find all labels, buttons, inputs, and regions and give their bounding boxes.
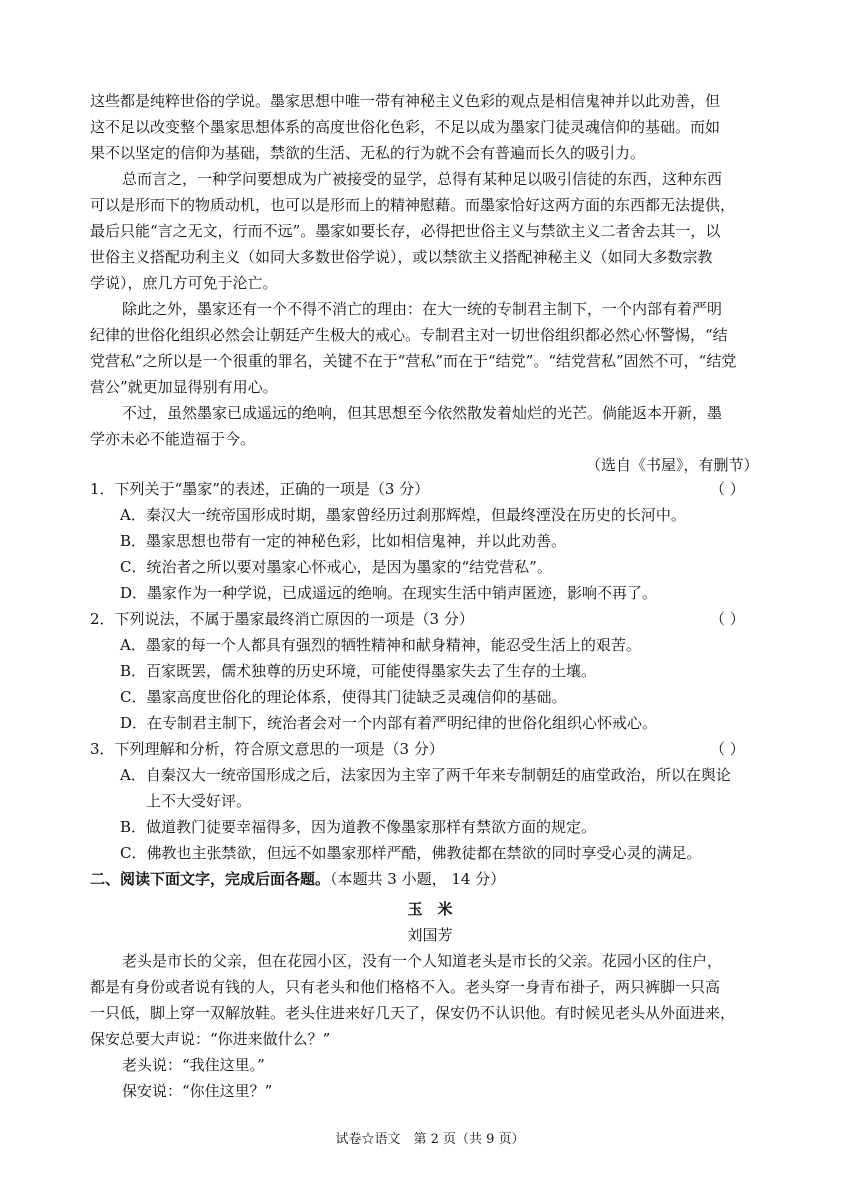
question-stem: 3．下列理解和分析，符合原文意思的一项是（3 分） [90, 740, 444, 758]
passage-line: 世俗主义搭配功利主义（如同大多数世俗学说），或以禁欲主义搭配神秘主义（如同大多数宗教 [90, 248, 713, 266]
answer-bracket: （ ） [710, 740, 745, 758]
story-author: 刘国芳 [407, 926, 453, 944]
question-option: A．墨家的每一个人都具有强烈的牺牲精神和献身精神，能忍受生活上的艰苦。 [120, 636, 641, 654]
passage-line: 最后只能“言之无文，行而不远”。墨家如要长存，必得把世俗主义与禁欲主义二者舍去其一，以 [90, 222, 721, 240]
passage-line: 这不足以改变整个墨家思想体系的高度世俗化色彩，不足以成为墨家门徒灵魂信仰的基础。而如 [90, 118, 721, 136]
story-line: 老头说：“我住这里。” [122, 1056, 265, 1074]
passage-line: 纪律的世俗化组织必然会让朝廷产生极大的戒心。专制君主对一切世俗组织都必然心怀警惕，“结 [90, 326, 728, 344]
story-line: 都是有身份或者说有钱的人，只有老头和他们格格不入。老头穿一身青布褂子，两只裤脚一只高 [90, 978, 721, 996]
passage-line: 党营私”之所以是一个很重的罪名，关键不在于“营私”而在于“结党”。“结党营私”固然不可，“结党 [90, 352, 737, 370]
question-option: D．在专制君主制下，统治者会对一个内部有着严明纪律的世俗化组织心怀戒心。 [120, 714, 658, 732]
question-option: A．自秦汉大一统帝国形成之后，法家因为主宰了两千年来专制朝廷的庙堂政治，所以在舆论 [120, 766, 731, 784]
question-option: C．佛教也主张禁欲，但远不如墨家那样严酷，佛教徒都在禁欲的同时享受心灵的满足。 [120, 844, 702, 862]
story-title: 玉 米 [407, 900, 453, 918]
section-heading [90, 866, 505, 892]
section-title: 二、阅读下面文字，完成后面各题。 [90, 870, 331, 888]
passage-line: 学说），庶几方可免于沦亡。 [90, 274, 278, 292]
story-line: 保安总要大声说：“你进来做什么？” [90, 1030, 331, 1048]
passage-line: 学亦未必不能造福于今。 [90, 430, 256, 448]
question-option: C．统治者之所以要对墨家心怀戒心，是因为墨家的“结党营私”。 [120, 558, 552, 576]
passage-line: 除此之外，墨家还有一个不得不消亡的理由：在大一统的专制君主制下，一个内部有着严明 [122, 300, 723, 318]
question-option: B．做道教门徒要幸福得多，因为道教不像墨家那样有禁欲方面的规定。 [120, 818, 597, 836]
passage-line: 这些都是纯粹世俗的学说。墨家思想中唯一带有神秘主义色彩的观点是相信鬼神并以此劝善，但 [90, 92, 721, 110]
question-option: B．墨家思想也带有一定的神秘色彩，比如相信鬼神，并以此劝善。 [120, 532, 567, 550]
question-option: D．墨家作为一种学说，已成遥远的绝响。在现实生活中销声匿迹，影响不再了。 [120, 584, 658, 602]
passage-line: 不过，虽然墨家已成遥远的绝响，但其思想至今依然散发着灿烂的光芒。倘能返本开新，墨 [122, 404, 723, 422]
story-line: 老头是市长的父亲，但在花园小区，没有一个人知道老头是市长的父亲。花园小区的住户， [122, 952, 723, 970]
story-line: 一只低，脚上穿一双解放鞋。老头住进来好几天了，保安仍不认识他。有时候见老头从外面进来， [90, 1004, 736, 1022]
question-option: B．百家既罢，儒术独尊的历史环境，可能使得墨家失去了生存的土壤。 [120, 662, 597, 680]
section-note: （本题共 3 小题， 14 分） [330, 870, 506, 888]
question-stem: 2．下列说法，不属于墨家最终消亡原因的一项是（3 分） [90, 610, 474, 628]
question-option: A．秦汉大一统帝国形成时期，墨家曾经历过刹那辉煌，但最终湮没在历史的长河中。 [120, 506, 686, 524]
answer-bracket: （ ） [710, 480, 745, 498]
page-footer: 试卷☆语文 第 2 页（共 9 页） [335, 1132, 525, 1147]
passage-line: 果不以坚定的信仰为基础，禁欲的生活、无私的行为就不会有普遍而长久的吸引力。 [90, 144, 646, 162]
question-option-continuation: 上不大受好评。 [146, 792, 252, 810]
question-option: C．墨家高度世俗化的理论体系，使得其门徒缺乏灵魂信仰的基础。 [120, 688, 567, 706]
passage-line: 营公”就更加显得别有用心。 [90, 378, 278, 396]
question-stem: 1．下列关于“墨家”的表述，正确的一项是（3 分） [90, 480, 430, 498]
source-citation: （选自《书屋》，有删节） [586, 456, 759, 474]
passage-line: 可以是形而下的物质动机，也可以是形而上的精神慰藉。而墨家恰好这两方面的东西都无法提供， [90, 196, 736, 214]
story-line: 保安说：“你住这里？” [122, 1082, 273, 1100]
answer-bracket: （ ） [710, 610, 745, 628]
passage-line: 总而言之，一种学问要想成为广被接受的显学，总得有某种足以吸引信徒的东西，这种东西 [122, 170, 723, 188]
